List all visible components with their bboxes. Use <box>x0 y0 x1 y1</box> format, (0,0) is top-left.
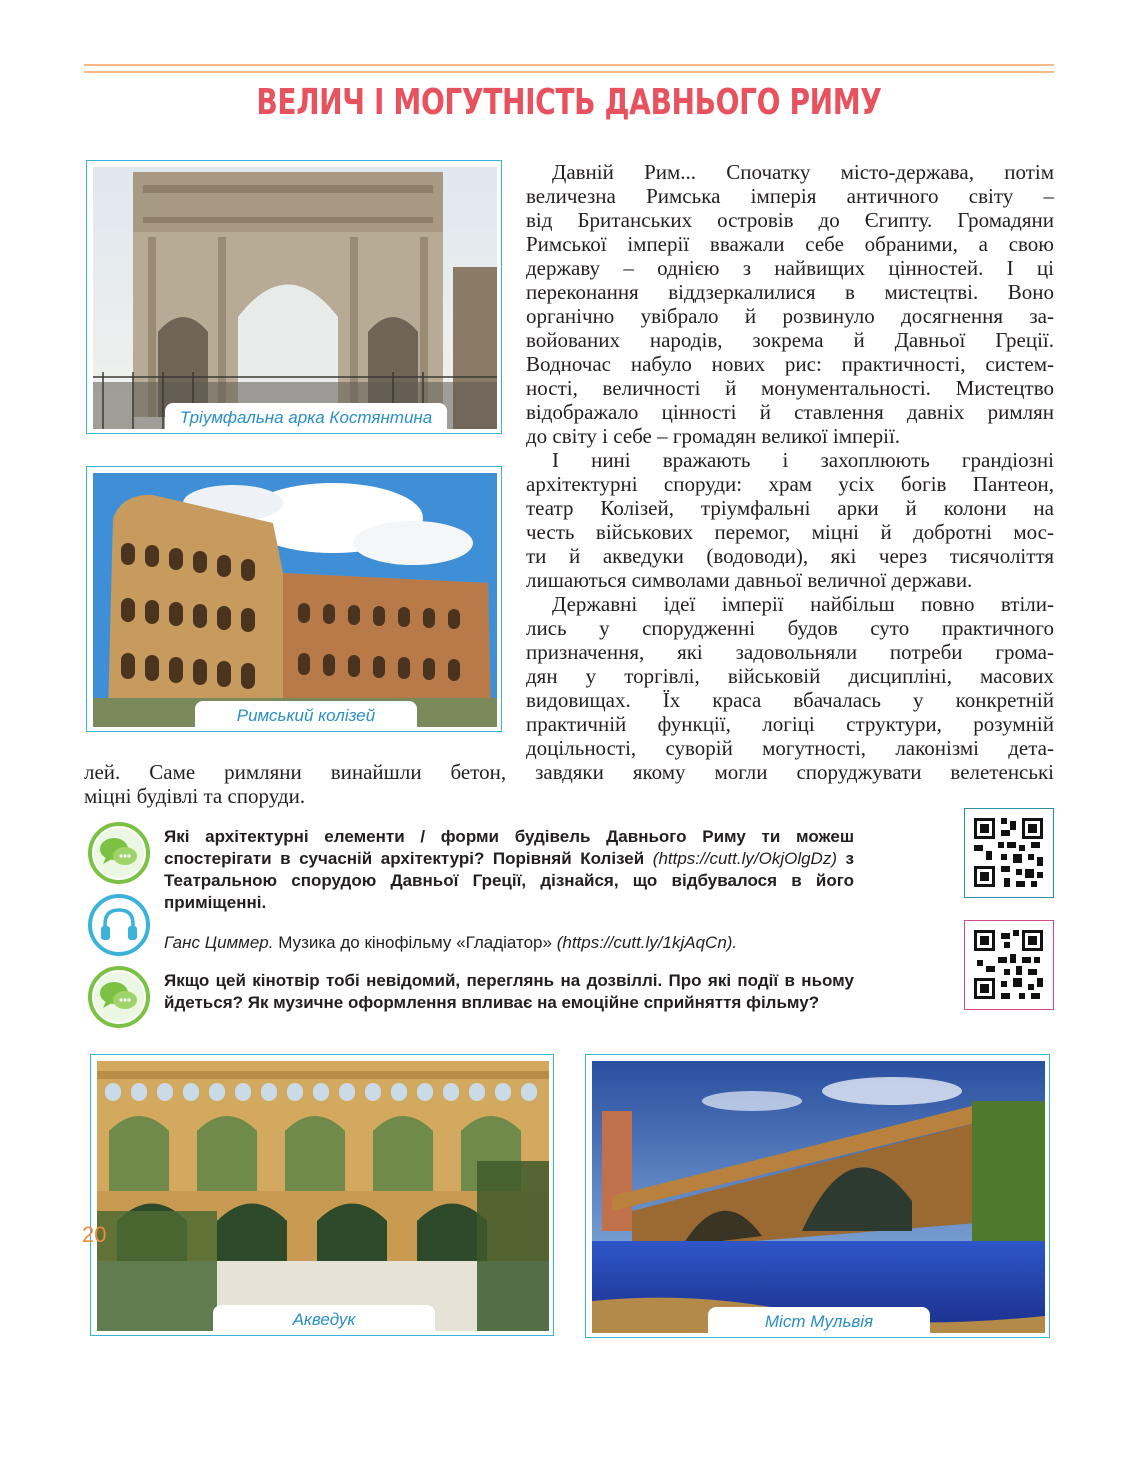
text-line: ти й акведуки (водоводи), які через тисячоліття <box>526 544 1054 568</box>
link-colosseum[interactable]: (https://cutt.ly/OkjOlgDz) <box>652 849 837 868</box>
caption-colosseum: Римський колізей <box>195 701 417 731</box>
qr-code-icon <box>965 921 1052 1008</box>
text-line: відображало цінності й ставлення давніх римлян <box>526 400 1054 424</box>
page-title: ВЕЛИЧ І МОГУТНІСТЬ ДАВНЬОГО РИМУ <box>256 82 882 123</box>
article-body-continuation <box>84 760 1054 808</box>
text-line: переконання віддзеркалилися в мистецтві. Воно <box>526 280 1054 304</box>
text-line: лишаються символами давньої величної держави. <box>526 568 973 592</box>
photo-aqueduct <box>90 1054 554 1336</box>
text-line: театр Колізей, тріумфальні арки й колони на <box>526 496 1054 520</box>
text-line: ності, величності й монументальності. Мистецтво <box>526 376 1054 400</box>
photo-colosseum <box>86 466 502 732</box>
discussion-badge-2 <box>88 966 150 1028</box>
speech-bubbles-icon <box>92 970 146 1024</box>
text-line: архітектурні споруди: храм усіх богів Пантеон, <box>526 472 1054 496</box>
qr-code-gladiator-music[interactable] <box>964 920 1054 1010</box>
caption-milvian-bridge: Міст Мульвія <box>708 1307 930 1337</box>
colosseum-image <box>93 473 497 727</box>
text-line: войованих народів, зокрема й Давньої Греції. <box>526 328 1054 352</box>
header-rule-bottom <box>84 71 1054 73</box>
qr-code-colosseum[interactable] <box>964 808 1054 898</box>
music-title: Музика до кінофільму «Гладіатор» <box>278 933 552 952</box>
task-film-text: Якщо цей кінотвір тобі невідомий, переглянь на дозвіллі. Про які події в ньому йдеться? Як музичне оформлення впливає на емоційне сприйняття фільму? <box>164 971 854 1012</box>
discussion-badge-1 <box>88 822 150 884</box>
caption-triumphal-arch: Тріумфальна арка Костянтина <box>165 403 447 433</box>
text-line: доцільності, суворій могутності, лаконізмі дета- <box>526 736 1054 760</box>
text-line: дян у торгівлі, військовій дисципліні, масових <box>526 664 1054 688</box>
task-film <box>164 970 854 1014</box>
triumphal-arch-image <box>93 167 497 429</box>
photo-milvian-bridge <box>585 1054 1050 1338</box>
text-line: лей. Саме римляни винайшли бетон, завдяки якому могли споруджувати велетенські <box>84 760 1054 784</box>
link-gladiator-music[interactable]: (https://cutt.ly/1kjAqCn). <box>556 933 738 952</box>
text-line: Водночас набуло нових рис: практичності, систем- <box>526 352 1054 376</box>
text-line: призначення, які задовольняли потреби грома- <box>526 640 1054 664</box>
music-author: Ганс Циммер. <box>164 933 274 952</box>
text-line: від Британських островів до Єгипту. Громадяни <box>526 208 1054 232</box>
text-line: величезна Римська імперія античного світу – <box>526 184 1054 208</box>
paragraph-2 <box>526 448 1054 592</box>
text-line: Римської імперії вважали себе обраними, а свою <box>526 232 1054 256</box>
speech-bubbles-icon <box>92 826 146 880</box>
text-line: до світу і себе – громадян великої імперії. <box>526 424 901 448</box>
text-line: лись у спорудженні будов суто практичного <box>526 616 1054 640</box>
text-line: Державні ідеї імперії найбільш повно втіли- <box>552 592 1054 616</box>
text-line: практичній функції, логіці структури, розумній <box>526 712 1054 736</box>
article-body <box>526 160 1054 760</box>
caption-aqueduct: Акведук <box>213 1305 435 1335</box>
paragraph-3 <box>526 592 1054 760</box>
photo-triumphal-arch <box>86 160 502 434</box>
text-line: міцні будівлі та споруди. <box>84 784 306 808</box>
paragraph-1 <box>526 160 1054 448</box>
text-line: видовищах. Їх краса вбачалась у конкретній <box>526 688 1054 712</box>
text-line: органічно увібрало й розвинуло досягнення за- <box>526 304 1054 328</box>
headphones-icon <box>92 898 146 952</box>
task-architecture <box>164 826 854 914</box>
text-line: державу – однією з найвищих цінностей. І ці <box>526 256 1054 280</box>
task-architecture-text-1: Які архітектурні елементи / форми будівель Давнього Риму ти можеш спостерігати в сучасній архітектурі? Порівняй Колізей <box>164 827 854 868</box>
qr-code-icon <box>965 809 1052 896</box>
aqueduct-image <box>97 1061 549 1331</box>
milvian-bridge-image <box>592 1061 1045 1333</box>
task-music <box>164 932 854 954</box>
text-line: І нині вражають і захоплюють грандіозні <box>552 448 1054 472</box>
text-line: честь військових перемог, міцні й добротні мос- <box>526 520 1054 544</box>
listening-badge <box>88 894 150 956</box>
page-number: 20 <box>82 1222 107 1247</box>
task-architecture-text-2: з Театральною спорудою Давньої Греції, дізнайся, що відбувалося в його приміщенні. <box>164 849 854 912</box>
text-line: Давній Рим... Спочатку місто-держава, потім <box>552 160 1054 184</box>
header-rule-top <box>84 64 1054 66</box>
